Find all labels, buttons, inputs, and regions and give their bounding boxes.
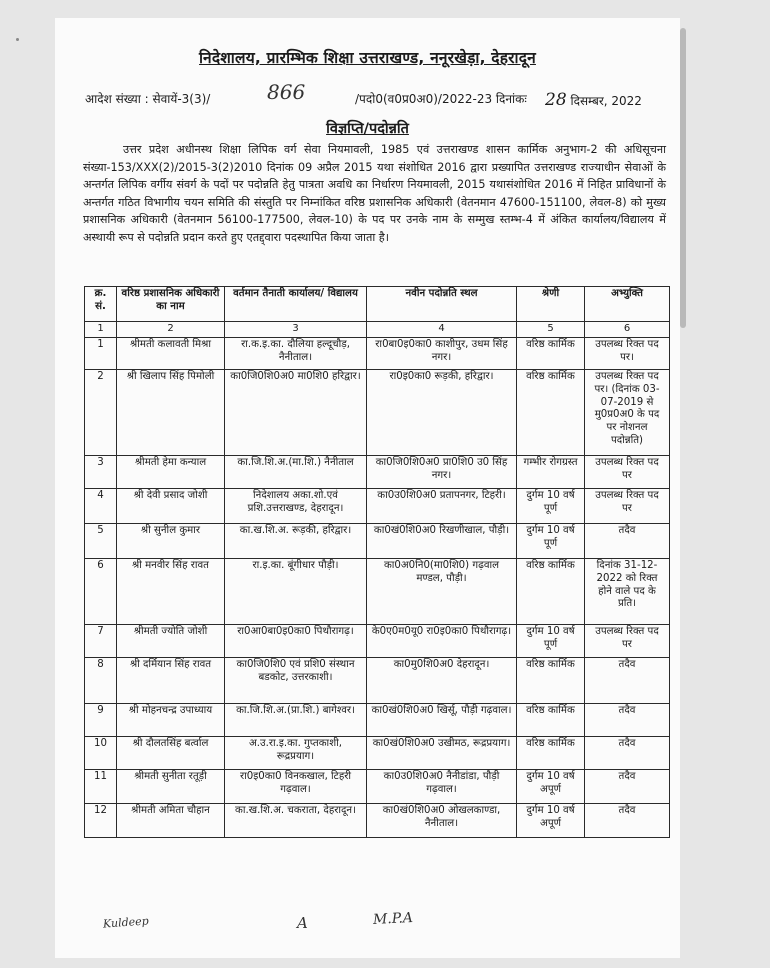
row-current-posting: का.जि.शि.अ.(मा.शि.) नैनीताल	[225, 456, 367, 489]
row-new-posting: रा0इ0का0 रूड़की, हरिद्वार।	[367, 370, 517, 456]
header-name: वरिष्ठ प्रशासनिक अधिकारी का नाम	[117, 287, 225, 322]
row-name: श्री दौलतसिंह बर्त्वाल	[117, 737, 225, 770]
promotion-table	[84, 286, 670, 838]
order-prefix: आदेश संख्या : सेवायें-3(3)/	[85, 92, 211, 106]
row-remarks: उपलब्ध रिक्त पद पर। (दिनांक 03-07-2019 से मु0प्र0अ0 के पद पर नोशनल पदोन्नति)	[585, 370, 670, 456]
row-current-posting: रा0इ0का0 विनकखाल, टिहरी गढ़वाल।	[225, 770, 367, 804]
row-category: वरिष्ठ कार्मिक	[517, 559, 585, 625]
row-remarks: तदैव	[585, 737, 670, 770]
row-current-posting: का.जि.शि.अ.(प्रा.शि.) बागेश्वर।	[225, 704, 367, 737]
row-new-posting: का0खं0शि0अ0 ओखलकाण्डा, नैनीताल।	[367, 804, 517, 838]
row-name: श्री दर्मियान सिंह रावत	[117, 658, 225, 704]
header-current-posting: वर्तमान तैनाती कार्यालय/ विद्यालय	[225, 287, 367, 322]
row-name: श्रीमती हेमा कन्याल	[117, 456, 225, 489]
row-serial: 10	[85, 737, 117, 770]
row-category: वरिष्ठ कार्मिक	[517, 658, 585, 704]
row-new-posting: का0अ0नि0(मा0शि0) गढ़वाल मण्डल, पौड़ी।	[367, 559, 517, 625]
row-category: वरिष्ठ कार्मिक	[517, 370, 585, 456]
table-row	[85, 559, 670, 625]
scrollbar[interactable]	[680, 28, 686, 328]
row-remarks: उपलब्ध रिक्त पद पर।	[585, 338, 670, 370]
document-page	[55, 18, 680, 958]
row-name: श्रीमती सुनीता रतूड़ी	[117, 770, 225, 804]
row-name: श्रीमती कलावती मिश्रा	[117, 338, 225, 370]
row-name: श्री खिलाप सिंह पिमोली	[117, 370, 225, 456]
row-category: दुर्गम 10 वर्ष पूर्ण	[517, 625, 585, 658]
column-number: 5	[517, 322, 585, 338]
header-category: श्रेणी	[517, 287, 585, 322]
row-remarks: तदैव	[585, 658, 670, 704]
row-name: श्री सुनील कुमार	[117, 524, 225, 559]
body-paragraph: उत्तर प्रदेश अधीनस्थ शिक्षा लिपिक वर्ग सेवा नियमावली, 1985 एवं उत्तराखण्ड शासन कार्मिक अनुभाग-2 की अधिसूचना संख्या-153/XXX(2)/2015-3(2)2010 दिनांक 09 अप्रैल 2015 यथा संशोधित 2016 द्वारा प्रख्यापित उत्तराखण्ड राज्याधीन सेवाओं के अन्तर्गत लिपिक वर्गीय संवर्ग के पदों पर पदोन्नति हेतु पात्रता अवधि का निर्धारण नियमावली, 2015 यथासंशोधित 2016 में निहित प्राविधानों के अन्तर्गत गठित विभागीय चयन समिति की संस्तुति पर निम्नांकित वरिष्ठ प्रशासनिक अधिकारी (वेतनमान 47600-151100, लेवल-8) को मुख्य प्रशासनिक अधिकारी (वेतनमान 56100-177500, लेवल-10) के पद पर उनके नाम के सम्मुख स्तम्भ-4 में अंकित कार्यालय/विद्यालय में अस्थायी रूप से पदोन्नति प्रदान करते हुए एतद्द्वारा पदस्थापित किया जाता है।	[83, 143, 666, 244]
signature-3: M.P.A	[372, 909, 414, 929]
row-current-posting: रा.क.इ.का. दौलिया हल्दूचौड़, नैनीताल।	[225, 338, 367, 370]
table-header-row	[85, 287, 670, 322]
row-new-posting: का0उ0शि0अ0 नैनीडांडा, पौड़ी गढ़वाल।	[367, 770, 517, 804]
department-heading: निदेशालय, प्रारम्भिक शिक्षा उत्तराखण्ड, ननूरखेड़ा, देहरादून	[199, 49, 536, 67]
table-row	[85, 338, 670, 370]
order-date	[545, 90, 642, 110]
row-new-posting: का0जि0शि0अ0 प्रा0शि0 उ0 सिंह नगर।	[367, 456, 517, 489]
row-serial: 9	[85, 704, 117, 737]
row-name: श्रीमती अमिता चौहान	[117, 804, 225, 838]
table-row	[85, 456, 670, 489]
row-serial: 8	[85, 658, 117, 704]
row-name: श्री देवी प्रसाद जोशी	[117, 489, 225, 524]
table-row	[85, 770, 670, 804]
row-name: श्री मनवीर सिंह रावत	[117, 559, 225, 625]
table-row	[85, 704, 670, 737]
row-category: वरिष्ठ कार्मिक	[517, 737, 585, 770]
row-new-posting: के0ए0म0यू0 रा0इ0का0 पिथौरागढ़।	[367, 625, 517, 658]
order-number-handwritten: 866	[267, 80, 306, 104]
row-new-posting: का0खं0शि0अ0 रिखणीखाल, पौड़ी।	[367, 524, 517, 559]
row-serial: 3	[85, 456, 117, 489]
row-category: वरिष्ठ कार्मिक	[517, 704, 585, 737]
column-number: 4	[367, 322, 517, 338]
row-new-posting: का0उ0शि0अ0 प्रतापनगर, टिहरी।	[367, 489, 517, 524]
row-remarks: तदैव	[585, 804, 670, 838]
row-remarks: दिनांक 31-12-2022 को रिक्त होने वाले पद के प्रति।	[585, 559, 670, 625]
column-number: 6	[585, 322, 670, 338]
row-current-posting: रा.इ.का. बूंगीधार पौड़ी।	[225, 559, 367, 625]
row-current-posting: का0जि0शि0अ0 मा0शि0 हरिद्वार।	[225, 370, 367, 456]
column-number: 2	[117, 322, 225, 338]
speck	[16, 38, 19, 41]
row-current-posting: अ.उ.रा.इ.का. गुप्तकाशी, रूद्रप्रयाग।	[225, 737, 367, 770]
table-row	[85, 804, 670, 838]
row-current-posting: रा0आ0बा0इ0का0 पिथौरागढ़।	[225, 625, 367, 658]
row-remarks: उपलब्ध रिक्त पद पर	[585, 456, 670, 489]
column-number-row	[85, 322, 670, 338]
subject-heading: विज्ञप्ति/पदोन्नति	[326, 121, 409, 137]
row-remarks: तदैव	[585, 770, 670, 804]
row-new-posting: रा0बा0इ0का0 काशीपुर, उधम सिंह नगर।	[367, 338, 517, 370]
row-serial: 2	[85, 370, 117, 456]
order-date-rest: दिसम्बर, 2022	[570, 94, 642, 108]
row-serial: 6	[85, 559, 117, 625]
signature-1: Kuldeep	[102, 914, 150, 931]
row-serial: 4	[85, 489, 117, 524]
row-category: वरिष्ठ कार्मिक	[517, 338, 585, 370]
row-category: गम्भीर रोगग्रस्त	[517, 456, 585, 489]
row-serial: 7	[85, 625, 117, 658]
column-number: 1	[85, 322, 117, 338]
table-row	[85, 489, 670, 524]
row-current-posting: का.ख.शि.अ. रूड़की, हरिद्वार।	[225, 524, 367, 559]
table-row	[85, 625, 670, 658]
header-new-posting: नवीन पदोन्नति स्थल	[367, 287, 517, 322]
signature-2: A	[297, 914, 308, 932]
table-row	[85, 524, 670, 559]
row-name: श्री मोहनचन्द्र उपाध्याय	[117, 704, 225, 737]
row-new-posting: का0खं0शि0अ0 उखीमठ, रूद्रप्रयाग।	[367, 737, 517, 770]
column-number: 3	[225, 322, 367, 338]
table-row	[85, 658, 670, 704]
table-body	[85, 338, 670, 838]
row-remarks: तदैव	[585, 704, 670, 737]
row-current-posting: निदेशालय अका.शो.एवं प्रशि.उत्तराखण्ड, देहरादून।	[225, 489, 367, 524]
row-remarks: उपलब्ध रिक्त पद पर	[585, 489, 670, 524]
header-serial: क्र. सं.	[85, 287, 117, 322]
row-current-posting: का0जि0शि0 एवं प्रशि0 संस्थान बडकोट, उत्तरकाशी।	[225, 658, 367, 704]
order-date-day: 28	[545, 90, 567, 110]
table-row	[85, 737, 670, 770]
row-name: श्रीमती ज्योति जोशी	[117, 625, 225, 658]
table-row	[85, 370, 670, 456]
row-new-posting: का0खं0शि0अ0 खिर्सू, पौड़ी गढ़वाल।	[367, 704, 517, 737]
row-category: दुर्गम 10 वर्ष अपूर्ण	[517, 770, 585, 804]
row-serial: 5	[85, 524, 117, 559]
row-category: दुर्गम 10 वर्ष अपूर्ण	[517, 804, 585, 838]
row-category: दुर्गम 10 वर्ष पूर्ण	[517, 524, 585, 559]
row-remarks: तदैव	[585, 524, 670, 559]
row-serial: 11	[85, 770, 117, 804]
row-serial: 12	[85, 804, 117, 838]
row-remarks: उपलब्ध रिक्त पद पर	[585, 625, 670, 658]
order-suffix: /पदो0(व0प्र0अ0)/2022-23 दिनांकः	[355, 92, 527, 106]
row-current-posting: का.ख.शि.अ. चकराता, देहरादून।	[225, 804, 367, 838]
row-serial: 1	[85, 338, 117, 370]
row-category: दुर्गम 10 वर्ष पूर्ण	[517, 489, 585, 524]
row-new-posting: का0मु0शि0अ0 देहरादून।	[367, 658, 517, 704]
header-remarks: अभ्युक्ति	[585, 287, 670, 322]
